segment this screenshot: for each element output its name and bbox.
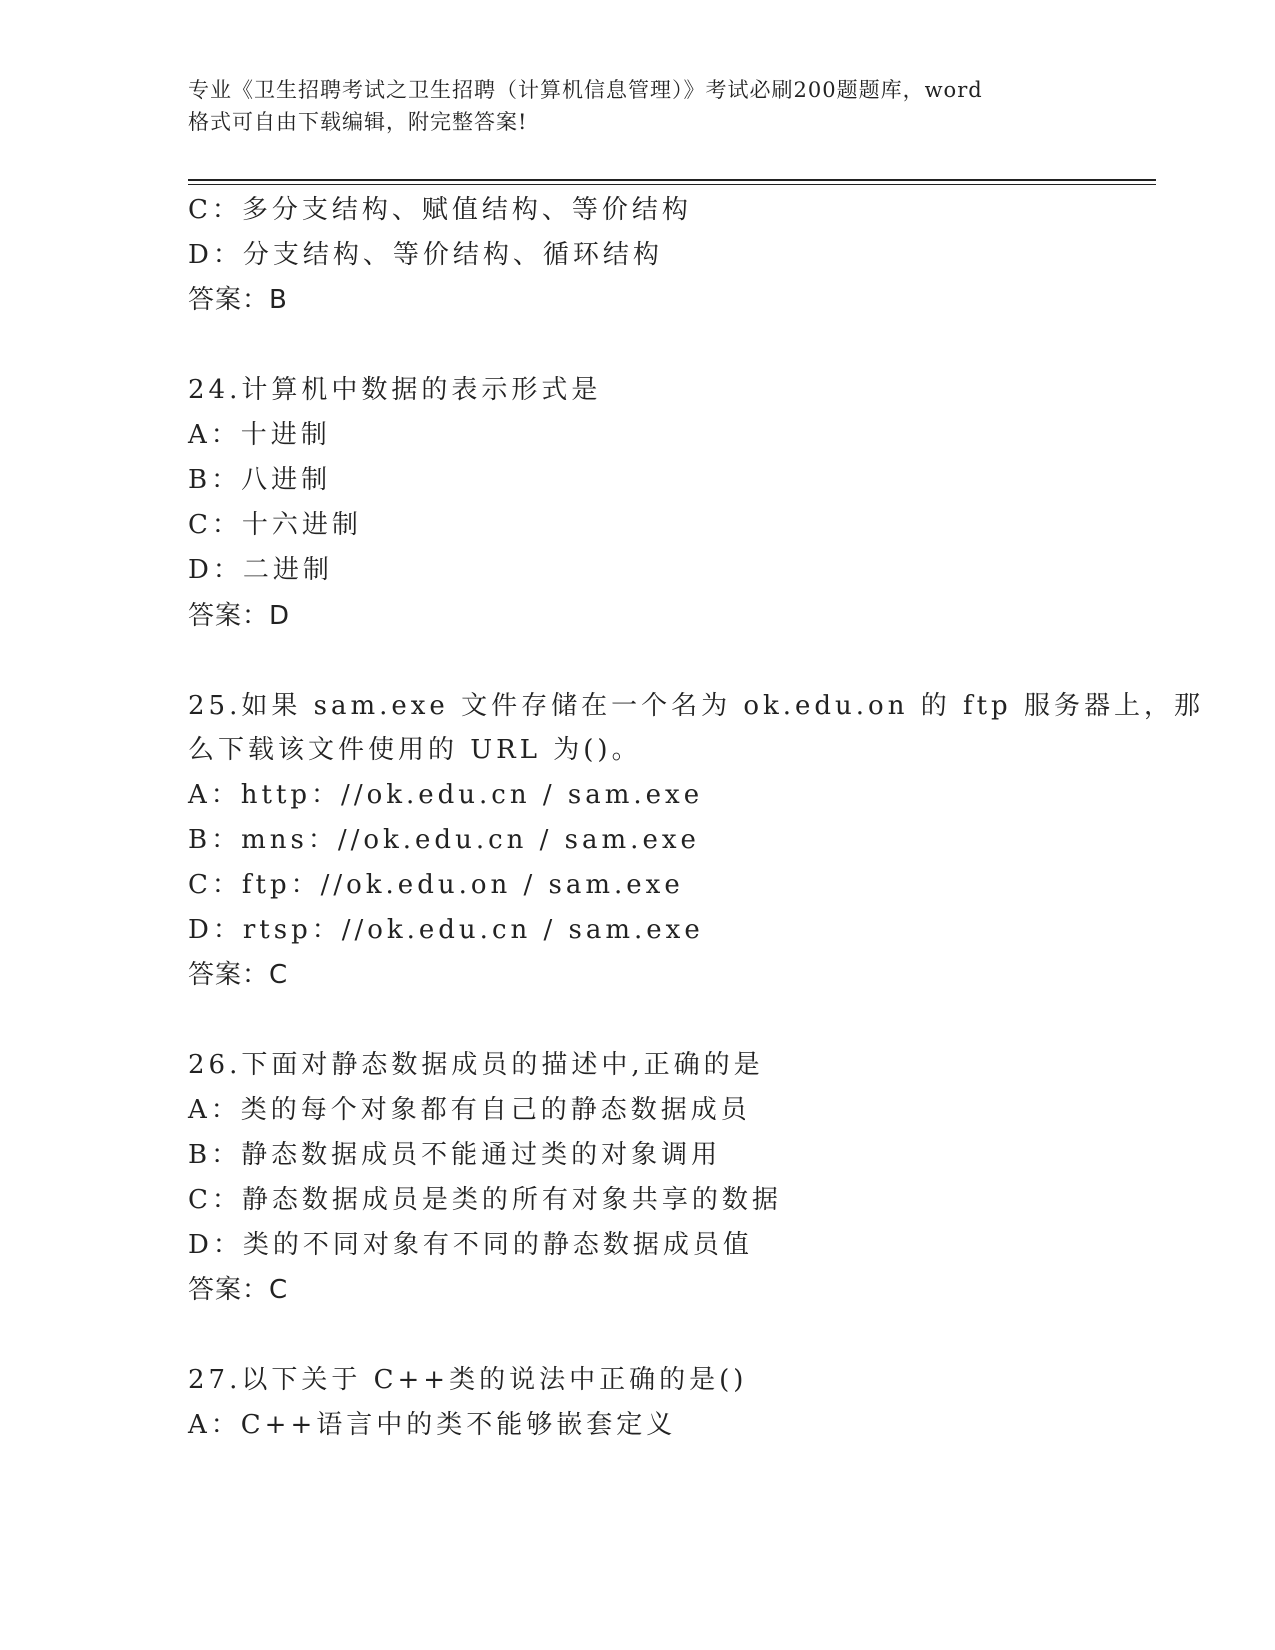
q25-answer: 答案：C [188,960,289,990]
q25-option-c: C：ftp：//ok.edu.on / sam.exe [188,870,684,900]
q24-answer: 答案：D [188,601,291,631]
q25-question-line-1: 25.如果 sam.exe 文件存储在一个名为 ok.edu.on 的 ftp 服务器上，那 [188,691,1204,721]
q26-option-a: A：类的每个对象都有自己的静态数据成员 [188,1095,751,1125]
page-header [188,74,1088,138]
q24-option-b: B：八进制 [188,465,332,495]
q24-option-d: D：二进制 [188,555,333,585]
q27-question: 27.以下关于 C++类的说法中正确的是() [188,1365,748,1395]
q24-question: 24.计算机中数据的表示形式是 [188,375,602,405]
q25-option-d: D：rtsp：//ok.edu.cn / sam.exe [188,915,704,945]
q24-option-a: A：十进制 [188,420,331,450]
header-line-1: 专业《卫生招聘考试之卫生招聘（计算机信息管理）》考试必刷200题题库，word [188,78,983,102]
q23-answer: 答案：B [188,285,288,315]
q26-answer: 答案：C [188,1275,289,1305]
q25-option-a: A：http：//ok.edu.cn / sam.exe [188,780,704,810]
q25-question-line-2: 么下载该文件使用的 URL 为()。 [188,735,642,765]
q26-option-c: C：静态数据成员是类的所有对象共享的数据 [188,1185,782,1215]
header-rule-bottom [188,184,1156,185]
q23-option-c: C：多分支结构、赋值结构、等价结构 [188,195,692,225]
q26-option-b: B：静态数据成员不能通过类的对象调用 [188,1140,722,1170]
q26-option-d: D：类的不同对象有不同的静态数据成员值 [188,1230,753,1260]
q27-option-a: A：C++语言中的类不能够嵌套定义 [188,1410,677,1440]
header-rule-top [188,179,1156,181]
q24-option-c: C：十六进制 [188,510,362,540]
header-line-2: 格式可自由下载编辑，附完整答案! [188,110,528,134]
q23-option-d: D：分支结构、等价结构、循环结构 [188,240,663,270]
q25-option-b: B：mns：//ok.edu.cn / sam.exe [188,825,700,855]
q26-question: 26.下面对静态数据成员的描述中,正确的是 [188,1050,764,1080]
